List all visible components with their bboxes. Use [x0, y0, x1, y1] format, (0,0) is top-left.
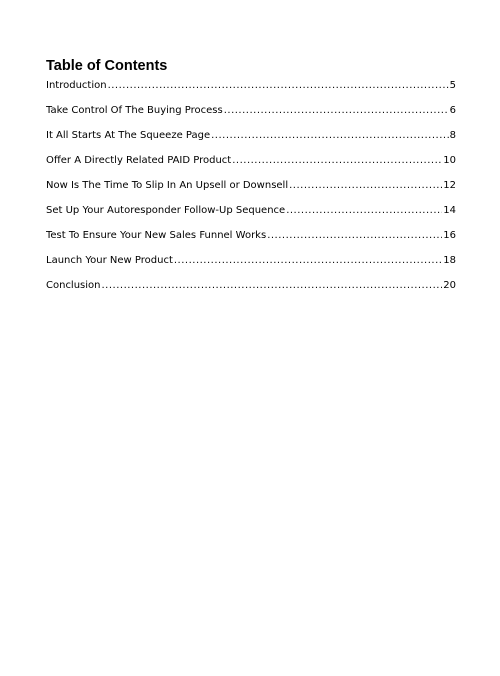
- toc-entry-page: 10: [443, 155, 456, 166]
- toc-entry-introduction[interactable]: [46, 79, 456, 104]
- toc-entry-test-funnel[interactable]: [46, 229, 456, 254]
- toc-dot-leader: [108, 79, 449, 93]
- toc-entry-page: 6: [449, 105, 456, 116]
- toc-entry-autoresponder[interactable]: [46, 204, 456, 229]
- toc-entry-label: Introduction: [46, 80, 107, 91]
- toc-entry-label: Set Up Your Autoresponder Follow-Up Sequence: [46, 205, 286, 216]
- toc-entry-squeeze-page[interactable]: [46, 129, 456, 154]
- toc-entry-label: Now Is The Time To Slip In An Upsell or Downsell: [46, 180, 289, 191]
- toc-entry-buying-process[interactable]: [46, 104, 456, 129]
- toc-dot-leader: [102, 279, 443, 293]
- toc-entry-page: 18: [443, 255, 456, 266]
- toc-entry-label: Conclusion: [46, 280, 101, 291]
- toc-entry-label: Offer A Directly Related PAID Product: [46, 155, 232, 166]
- toc-entry-conclusion[interactable]: [46, 279, 456, 304]
- toc-dot-leader: [286, 204, 442, 218]
- toc-entry-launch-product[interactable]: [46, 254, 456, 279]
- toc-entry-page: 14: [443, 205, 456, 216]
- toc-title: Table of Contents: [46, 58, 168, 74]
- toc-entry-page: 16: [443, 230, 456, 241]
- toc-entry-label: Take Control Of The Buying Process: [46, 105, 223, 116]
- toc-entry-label: Test To Ensure Your New Sales Funnel Works: [46, 230, 267, 241]
- toc-entry-page: 12: [443, 180, 456, 191]
- toc-dot-leader: [267, 229, 442, 243]
- toc-entry-label: Launch Your New Product: [46, 255, 173, 266]
- toc-dot-leader: [211, 129, 449, 143]
- toc-list: [46, 79, 456, 304]
- toc-dot-leader: [232, 154, 442, 168]
- toc-entry-paid-product[interactable]: [46, 154, 456, 179]
- toc-entry-upsell-downsell[interactable]: [46, 179, 456, 204]
- toc-entry-page: 20: [443, 280, 456, 291]
- toc-entry-page: 5: [449, 80, 456, 91]
- toc-dot-leader: [174, 254, 442, 268]
- toc-dot-leader: [224, 104, 449, 118]
- toc-entry-label: It All Starts At The Squeeze Page: [46, 130, 211, 141]
- toc-dot-leader: [289, 179, 442, 193]
- toc-entry-page: 8: [449, 130, 456, 141]
